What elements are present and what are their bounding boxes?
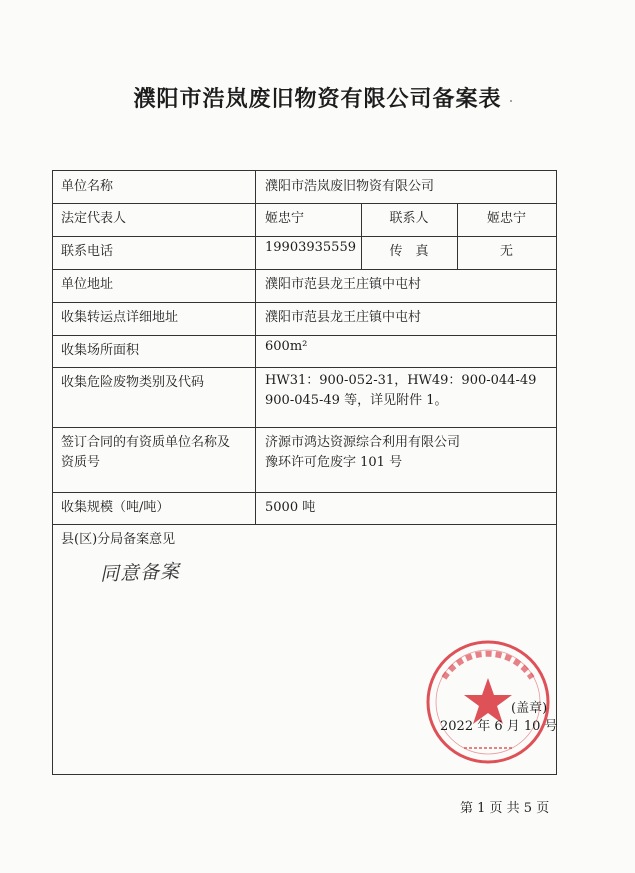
contract-license-no: 豫环许可危废字 101 号: [265, 455, 403, 470]
value-contract-unit: [256, 427, 460, 492]
label-waste-category: 收集危险废物类别及代码: [53, 367, 256, 427]
label-phone: 联系电话: [53, 236, 256, 269]
contract-label-line-1: 签订合同的有资质单位名称及: [61, 435, 231, 450]
contract-unit-name: 济源市鸿达资源综合利用有限公司: [265, 435, 461, 450]
value-waste-category: [256, 367, 536, 427]
table-row: [53, 427, 556, 493]
table-row: [53, 236, 556, 270]
value-legal-rep: 姬忠宁: [265, 211, 305, 226]
table-row: [53, 492, 556, 525]
speck: [510, 100, 512, 102]
waste-code-line-1: HW31：900-052-31，HW49：900-044-49: [265, 373, 537, 388]
table-row: [53, 302, 556, 336]
approval-date: 2022 年 6 月 10 号: [440, 719, 558, 734]
value-company-name: 濮阳市浩岚废旧物资有限公司: [265, 179, 435, 194]
value-fax: 无: [499, 244, 513, 259]
waste-code-line-2: 900-045-49 等，详见附件 1。: [265, 393, 448, 408]
contract-label-line-2: 资质号: [61, 455, 101, 470]
label-site-area: 收集场所面积: [53, 335, 256, 367]
label-contract-unit: [53, 427, 256, 492]
label-legal-rep: 法定代表人: [53, 203, 256, 236]
label-transfer-address: 收集转运点详细地址: [53, 302, 256, 335]
label-collection-scale: 收集规模（吨/吨）: [53, 492, 256, 524]
label-company-name: 单位名称: [53, 171, 256, 203]
table-row: [53, 367, 556, 428]
value-collection-scale: 5000 吨: [265, 500, 316, 515]
value-phone: 19903935559: [265, 240, 356, 255]
value-transfer-address: 濮阳市范县龙王庄镇中屯村: [265, 310, 422, 325]
value-site-area: 600m²: [265, 339, 308, 354]
value-contact: 姬忠宁: [486, 211, 526, 226]
page-number: 第 1 页 共 5 页: [460, 801, 550, 816]
label-address: 单位地址: [53, 269, 256, 302]
label-contact: 联系人: [389, 211, 429, 226]
seal-note: (盖章): [511, 701, 548, 716]
handwritten-approval: 同意备案: [99, 560, 181, 586]
table-row: [53, 203, 556, 237]
table-row: [53, 269, 556, 303]
label-fax: 传 真: [389, 244, 429, 259]
document-title: 濮阳市浩岚废旧物资有限公司备案表: [133, 86, 502, 112]
table-row: [53, 335, 556, 368]
value-address: 濮阳市范县龙王庄镇中屯村: [265, 277, 422, 292]
table-row: [53, 171, 556, 204]
label-bureau-opinion: 县(区)分局备案意见: [61, 532, 176, 547]
